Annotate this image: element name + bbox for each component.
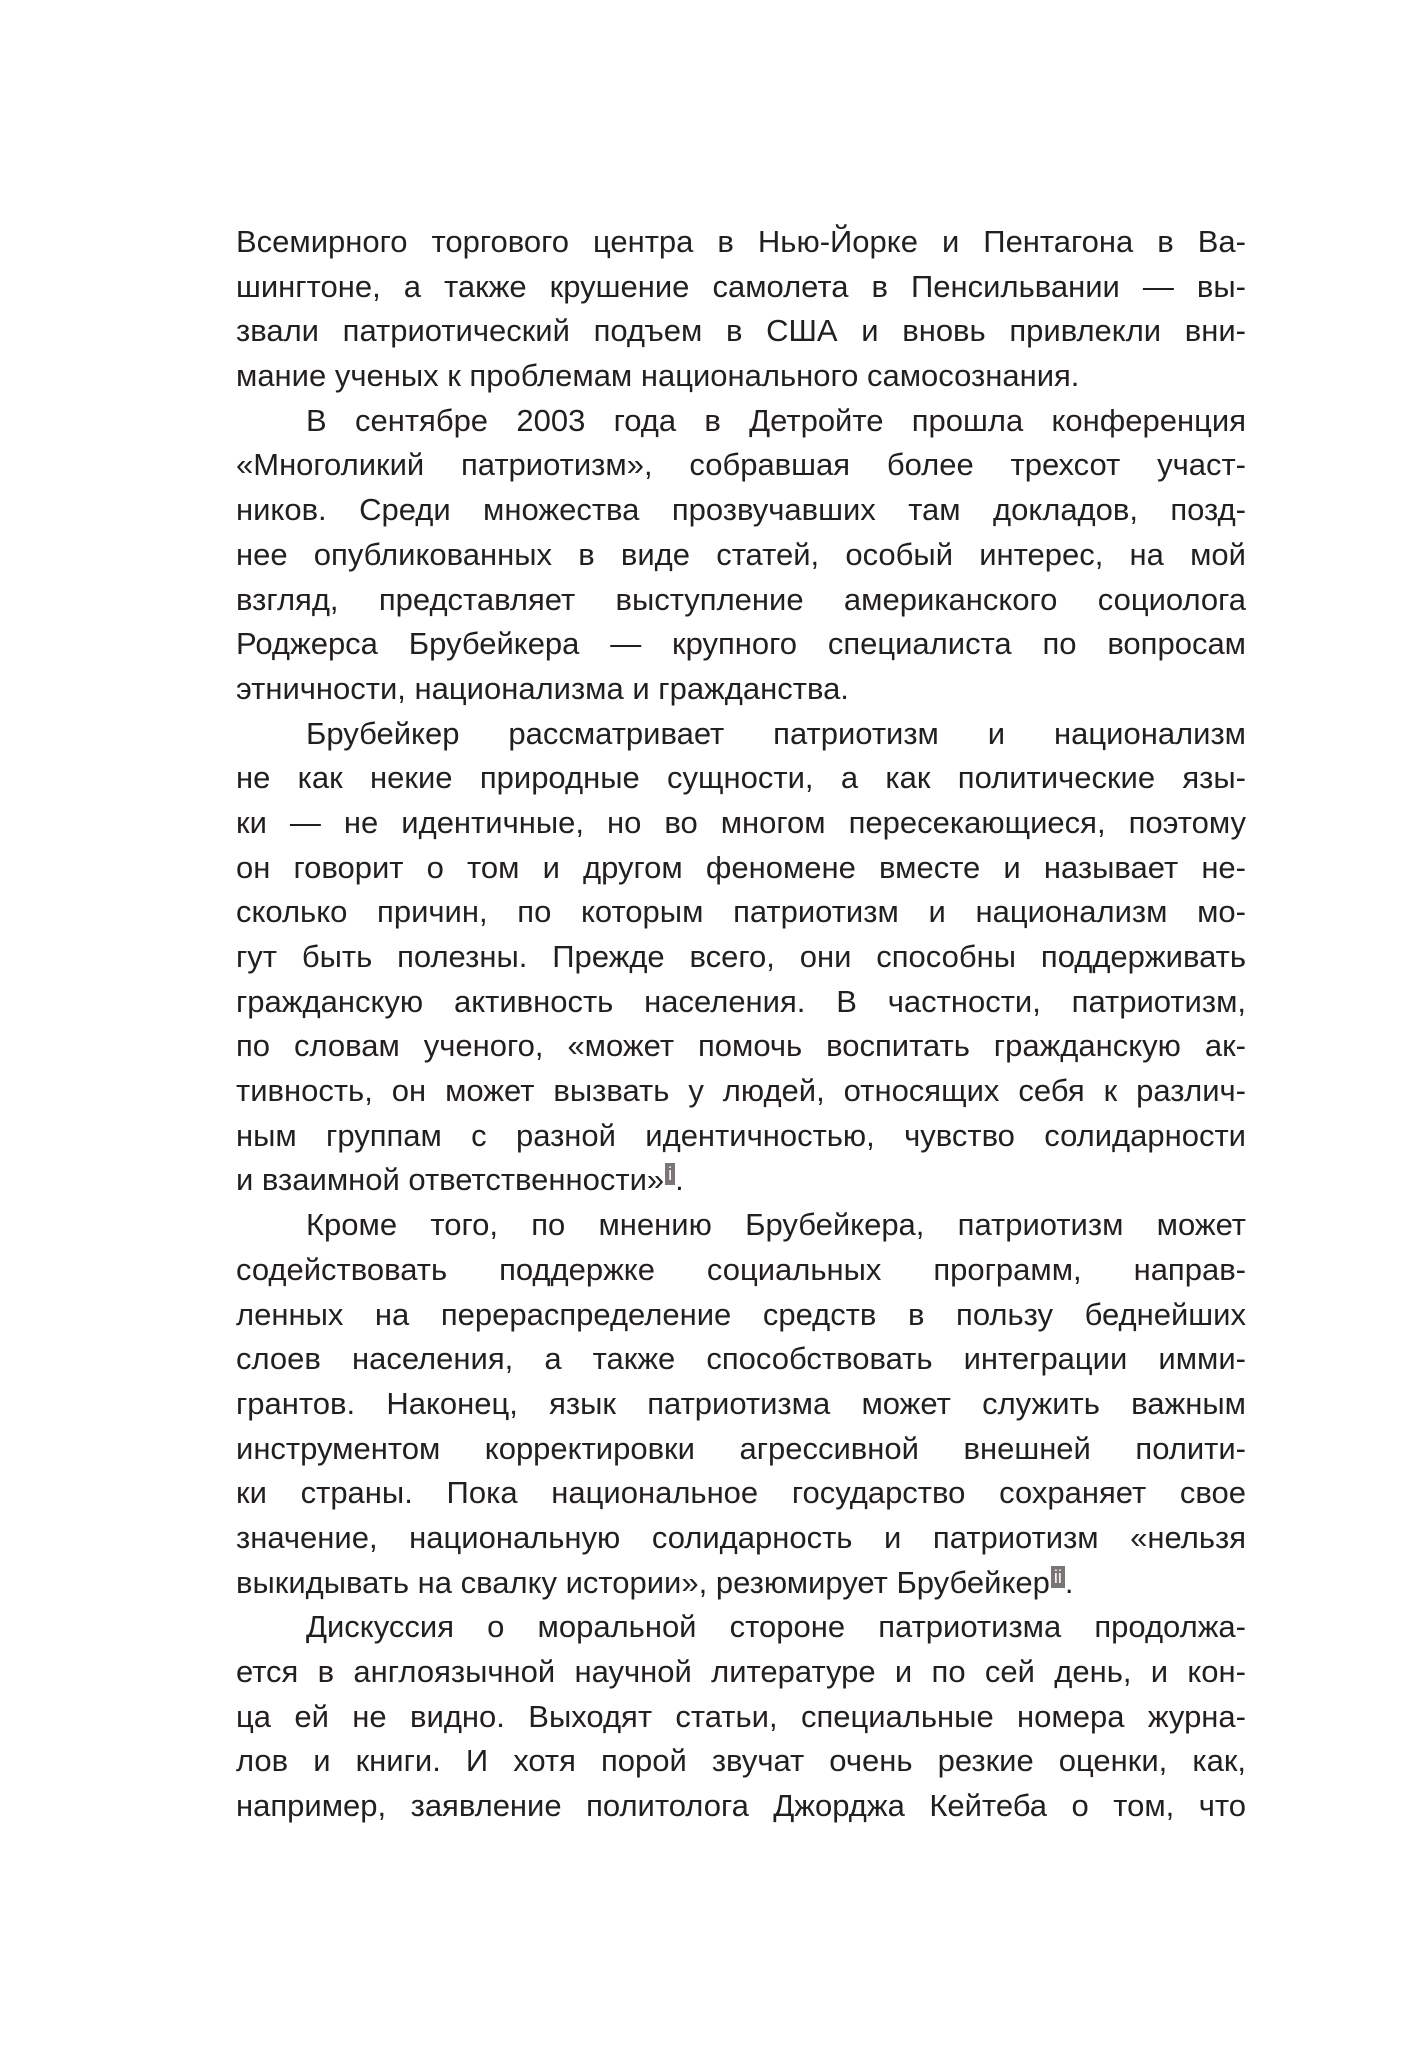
line-text: мание ученых к проблемам национального самосознания. xyxy=(236,358,1080,394)
text-line xyxy=(236,1293,1246,1338)
punctuation: . xyxy=(675,1162,684,1198)
text-line xyxy=(236,1248,1246,1293)
punctuation: . xyxy=(1064,1564,1074,1600)
line-text: инструментом корректировки агрессивной внешней полити- xyxy=(236,1430,1246,1466)
text-line xyxy=(236,890,1246,935)
line-text: шингтоне, а также крушение самолета в Пенсильвании — вы- xyxy=(236,268,1246,304)
line-text: содействовать поддержке социальных программ, направ- xyxy=(236,1251,1246,1287)
line-text: выкидывать на свалку истории», резюмирует Брубейкер xyxy=(236,1564,1050,1600)
text-line xyxy=(236,1337,1246,1382)
text-line xyxy=(236,935,1246,980)
line-text: например, заявление политолога Джорджа Кейтеба о том, что xyxy=(236,1788,1246,1824)
line-text: Брубейкер рассматривает патриотизм и национализм xyxy=(306,715,1246,751)
paragraph xyxy=(236,220,1246,399)
text-line xyxy=(236,1114,1246,1159)
line-text: гражданскую активность населения. В частности, патриотизм, xyxy=(236,983,1246,1019)
text-line xyxy=(236,846,1246,891)
text-line xyxy=(236,1784,1246,1829)
text-line xyxy=(236,578,1246,623)
text-line xyxy=(236,1024,1246,1069)
page-body-text xyxy=(236,220,1246,1829)
line-text: грантов. Наконец, язык патриотизма может служить важным xyxy=(236,1385,1246,1421)
text-line xyxy=(236,667,1246,712)
text-line xyxy=(236,354,1246,399)
line-text: Всемирного торгового центра в Нью-Йорке и Пентагона в Ва- xyxy=(236,224,1246,259)
paragraph xyxy=(236,1203,1246,1605)
line-text: ки страны. Пока национальное государство сохраняет свое xyxy=(236,1475,1246,1511)
line-text: ца ей не видно. Выходят статьи, специальные номера журна- xyxy=(236,1698,1246,1734)
line-text: сколько причин, по которым патриотизм и национализм мо- xyxy=(236,894,1246,930)
line-text: «Многоликий патриотизм», собравшая более трехсот участ- xyxy=(236,447,1246,483)
paragraph xyxy=(236,712,1246,1204)
line-text: Кроме того, по мнению Брубейкера, патриотизм может xyxy=(306,1207,1246,1243)
line-text: слоев населения, а также способствовать интеграции имми- xyxy=(236,1341,1246,1377)
text-line xyxy=(236,1650,1246,1695)
text-line xyxy=(236,1203,1246,1248)
text-line xyxy=(236,980,1246,1025)
line-text: значение, национальную солидарность и патриотизм «нельзя xyxy=(236,1519,1246,1555)
line-text: ным группам с разной идентичностью, чувство солидарности xyxy=(236,1117,1246,1153)
text-line xyxy=(236,1695,1246,1740)
line-text: Дискуссия о моральной стороне патриотизма продолжа- xyxy=(306,1609,1246,1645)
text-line xyxy=(236,309,1246,354)
text-line xyxy=(236,1382,1246,1427)
text-line xyxy=(236,265,1246,310)
line-text: ников. Среди множества прозвучавших там докладов, позд- xyxy=(236,492,1246,528)
text-line xyxy=(236,443,1246,488)
line-text: взгляд, представляет выступление американского социолога xyxy=(236,581,1246,617)
text-line xyxy=(236,1471,1246,1516)
text-line xyxy=(236,399,1246,444)
line-text: ки — не идентичные, но во многом пересекающиеся, поэтому xyxy=(236,804,1246,840)
line-text: и взаимной ответственности» xyxy=(236,1162,665,1198)
line-text: ленных на перераспределение средств в пользу беднейших xyxy=(236,1296,1246,1332)
footnote-marker[interactable]: ii xyxy=(1051,1566,1065,1588)
text-line xyxy=(236,1561,1246,1606)
text-line xyxy=(236,712,1246,757)
line-text: тивность, он может вызвать у людей, относящих себя к различ- xyxy=(236,1073,1246,1109)
text-line xyxy=(236,1069,1246,1114)
line-text: по словам ученого, «может помочь воспитать гражданскую ак- xyxy=(236,1028,1246,1064)
paragraph xyxy=(236,1605,1246,1828)
line-text: этничности, национализма и гражданства. xyxy=(236,670,849,706)
line-text: он говорит о том и другом феномене вместе и называет не- xyxy=(236,849,1246,885)
line-text: нее опубликованных в виде статей, особый интерес, на мой xyxy=(236,536,1246,572)
text-line xyxy=(236,756,1246,801)
text-line xyxy=(236,1158,1246,1203)
text-line xyxy=(236,1427,1246,1472)
paragraph xyxy=(236,399,1246,712)
text-line xyxy=(236,1739,1246,1784)
line-text: лов и книги. И хотя порой звучат очень резкие оценки, как, xyxy=(236,1743,1246,1779)
line-text: гут быть полезны. Прежде всего, они способны поддерживать xyxy=(236,939,1246,974)
line-text: звали патриотический подъем в США и вновь привлекли вни- xyxy=(236,313,1246,349)
text-line xyxy=(236,1516,1246,1561)
text-line xyxy=(236,533,1246,578)
text-line xyxy=(236,220,1246,265)
text-line xyxy=(236,488,1246,533)
text-line xyxy=(236,622,1246,667)
text-line xyxy=(236,801,1246,846)
line-text: ется в англоязычной научной литературе и по сей день, и кон- xyxy=(236,1654,1246,1689)
line-text: В сентябре 2003 года в Детройте прошла конференция xyxy=(306,402,1246,438)
footnote-marker[interactable]: i xyxy=(665,1163,675,1185)
line-text: Роджерса Брубейкера — крупного специалиста по вопросам xyxy=(236,626,1246,662)
line-text: не как некие природные сущности, а как политические язы- xyxy=(236,760,1246,796)
text-line xyxy=(236,1605,1246,1650)
